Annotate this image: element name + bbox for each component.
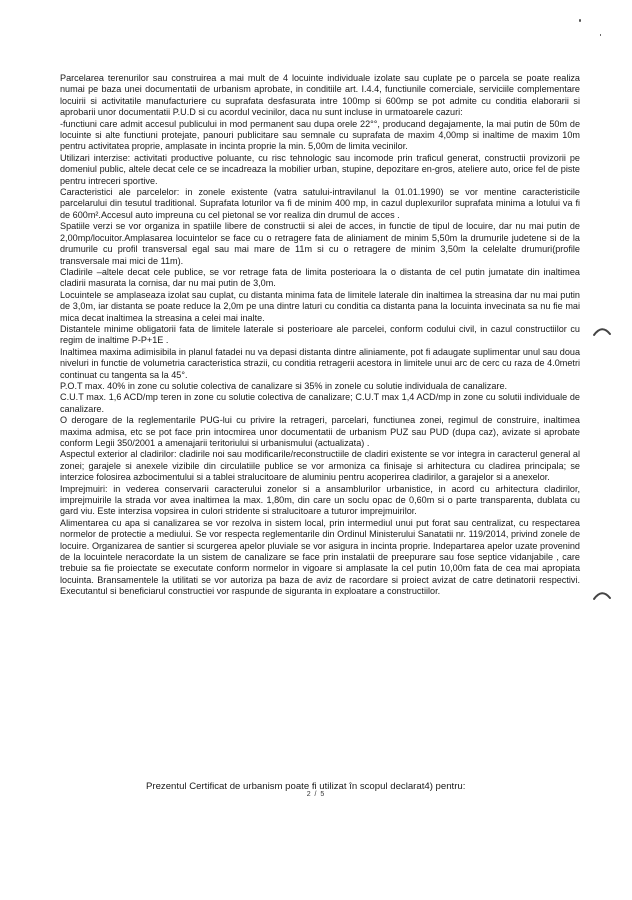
paragraph-cut: C.U.T max. 1,6 ACD/mp teren in zone cu solutie colectiva de canalizare; C.U.T max 1,4 ACD/mp in zone cu solutii individuale de canalizare.: [60, 392, 580, 414]
paragraph-imprejmuiri: Imprejmuiri: in vederea conservarii caracterului zonelor si a ansamblurilor urbanistice, in acord cu arhitectura cladirilor, imprejmuirile la strada vor avea inaltimea la max. 1,80m, din care un soclu opac de 0,60m si o parte transparenta, dublata cu gard viu. Este interzisa vopsirea in culori stridente si stralucitoare a tuturor imprejmuirilor.: [60, 483, 580, 517]
paragraph-inaltime-maxima: Inaltimea maxima adimisibila in planul fatadei nu va depasi distanta dintre aliniamente, pot fi adaugate suplimentar unul sau doua niveluri in functie de volumetria caracteristica strazii, cu conditia retragerii acestora in limitele unui arc de cerc cu raza de 4.0metri continuat cu tangenta sa la 45°.: [60, 346, 580, 380]
paragraph-functiuni: -functiuni care admit accesul publicului in mod permanent sau dupa orele 22°°, producand degajamente, la mai putin de 50m de locuinte si alte functiuni protejate, panouri publicitare sau semnale cu suprafata de maxim 4,00mp si inaltime de maxim 10m pentru activitatea proprie, amplasate in incinta proprie la min. 5,00m de limita vecinilor.: [60, 118, 580, 152]
paragraph-spatii-verzi: Spatiile verzi se vor organiza in spatiile libere de constructii si alei de acces, in functie de tipul de locuire, dar nu mai putin de 2,00mp/locuitor.Amplasarea locuintelor se face cu o retragere fata de aliniament de minim 5,50m la drumurile judetene si de la drumurile cu profil transversal egal sau mai mare de 11m si cu o retragere de minim 3,50m la celelalte drumuri(profile transversale mai mici de 11m).: [60, 221, 580, 266]
paragraph-utilizari-interzise: Utilizari interzise: activitati productive poluante, cu risc tehnologic sau incomode prin traficul generat, constructii provizorii pe domeniul public, altele decat cele ce se incadreaza la mobilier urban, stupine, depozitare en-gros, ateliere auto, orice fel de piste pentru intreceri sportive.: [60, 152, 580, 186]
scan-margin-mark-upper: [592, 322, 612, 338]
paragraph-derogare: O derogare de la reglementarile PUG-lui cu privire la retrageri, parcelari, functiunea zonei, regimul de construire, inaltimea maxima admisa, etc se pot face prin intocmirea unor documentatii de urbanism PUZ sau PUD (dupa caz), avizate si aprobate conform Legii 350/2001 a amenajarii teritoriului si urbanismului (actualizata) .: [60, 415, 580, 448]
paragraph-pot: P.O.T max. 40% in zone cu solutie colectiva de canalizare si 35% in zonele cu solutie individuala de canalizare.: [60, 380, 508, 391]
paragraph-alimentare-apa: Alimentarea cu apa si canalizarea se vor rezolva in sistem local, prin intermediul unui put forat sau centralizat, cu respectarea normelor de protectie a mediului. Se vor respecta reglementarile din Ordinul Ministerului Sanatatii nr. 119/2014, privind zonele de locuire. Organizarea de santier si scurgerea apelor pluviale se vor asigura in incinta proprie. Indepartarea apelor uzate provenind de la locuintele neracordate la un sistem de canalizare se face prin instalatii de preepurare sau fose septice vidanjabile , care trebuie sa fie proiectate se executate conform normelor in vigoare si amplasate la cel putin 10,00m fata de cea mai apropiata locuinta. Bransamentele la utilitati se vor autoriza pa baza de aviz de racordare si proiect avizat de catre detinatorii respectivi. Executantul si beneficiarul constructiei vor raspunde de siguranta in exploatare a constructiilor.: [60, 517, 580, 597]
paragraph-aspect-exterior: Aspectul exterior al cladirilor: cladirile noi sau modificarile/reconstructiile de cladiri existente se vor integra in caracterul general al zonei; garajele si anexele vizibile din circulatiile publice se vor armoniza ca finisaje si arhitectura cu cladirea principala; se interzice folosirea azbocimentului si a tablei stralucitoare de aluminiu pentru acoperirea cladirilor, a garajelor si a anexelor.: [60, 449, 580, 483]
paragraph-parcelare: Parcelarea terenurilor sau construirea a mai mult de 4 locuinte individuale izolate sau cuplate pe o parcela se poate realiza numai pe baza unei documentatii de urbanism aprobate, in conditiile art. I.4.4, functiunile comerciale, serviciile complementare locuirii si activitatile manufacturiere cu suprafata desfasurata intre 100mp si 600mp se pot admite cu conditia elaborarii si aprobarii unor documentatii P.U.D si cu acordul vecinilor, daca nu sunt incluse in urmatoarele cazuri:: [60, 73, 580, 118]
regulations-text-block: [60, 73, 580, 598]
scan-margin-mark-lower: [592, 586, 612, 602]
paragraph-locuinte-amplasare: Locuintele se amplaseaza izolat sau cuplat, cu distanta minima fata de limitele laterale din inaltimea la streasina dar nu mai putin de 3,0m, iar distanta se poate reduce la 2,0m pe una dintre laturi cu conditia ca distanta pana la locuinta invecinata sa nu fie mai mica decat inaltimea la streasina a celei mai inalte.: [60, 289, 580, 323]
paragraph-distante-minime: Distantele minime obligatorii fata de limitele laterale si posterioare ale parcelei, conform codului civil, in cazul constructiilor cu regim de inaltime P-P+1E .: [60, 323, 580, 346]
page-number: 2 / 5: [306, 791, 326, 798]
certificate-purpose-line: Prezentul Certificat de urbanism poate fi utilizat în scopul declarat4) pentru:: [146, 781, 466, 792]
scan-speck: [579, 19, 581, 22]
scan-speck: [600, 34, 601, 36]
paragraph-caracteristici-parcele: Caracteristici ale parcelelor: in zonele existente (vatra satului-intravilanul la 01.01.1990) se vor mentine caracteristicile parcelarului din tesutul traditional. Suprafata loturilor va fi de minim 400 mp, in cazul duplexurilor suprafata minima a lotului va fi de 600m².Accesul auto impreuna cu cel pietonal se vor realiza din drumul de acces .: [60, 187, 580, 220]
paragraph-cladiri-retragere: Cladirile –altele decat cele publice, se vor retrage fata de limita posterioara la o distanta de cel putin jumatate din inaltimea cladirii masurata la cornisa, dar nu mai putin de 3,0m.: [60, 266, 580, 289]
